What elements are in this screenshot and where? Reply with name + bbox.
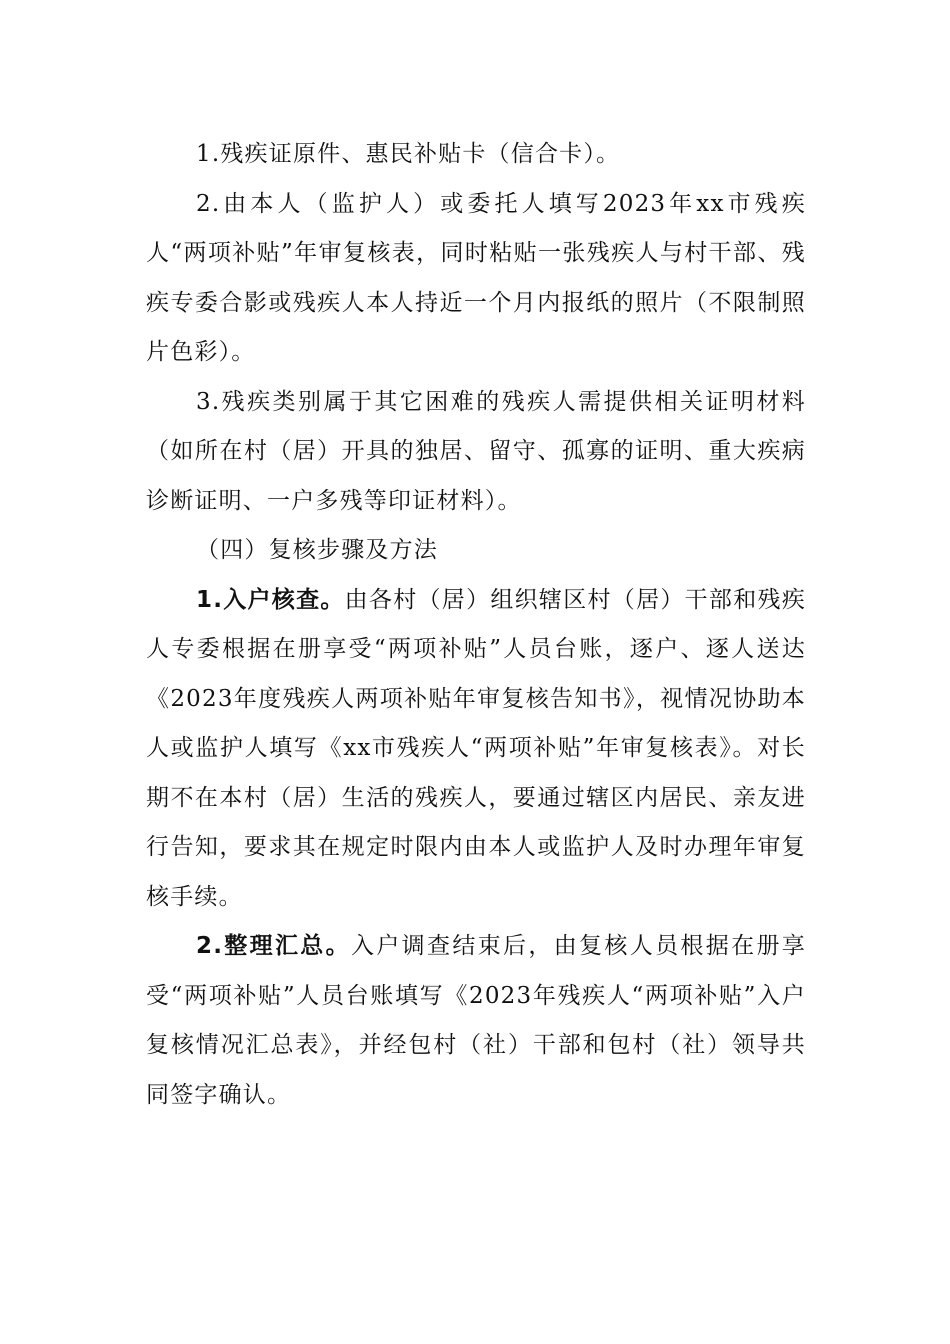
paragraph-step-1 [146,576,806,923]
document-body [146,130,806,1120]
section-heading [146,526,806,576]
step-lead: 2.整理汇总。 [196,933,351,959]
paragraph-item-2 [146,180,806,378]
step-lead: 1.入户核查。 [196,586,345,613]
paragraph-text: 3.残疾类别属于其它困难的残疾人需提供相关证明材料（如所在村（居）开具的独居、留守、孤寡的证明、重大疾病诊断证明、一户多残等印证材料）。 [146,388,806,514]
paragraph-text: 1.残疾证原件、惠民补贴卡（信合卡）。 [196,141,621,167]
paragraph-step-2 [146,922,806,1120]
paragraph-text: 由各村（居）组织辖区村（居）干部和残疾人专委根据在册享受“两项补贴”人员台账，逐户、逐人送达《2023年度残疾人两项补贴年审复核告知书》，视情况协助本人或监护人填写《xx市残疾人“两项补贴”年审复核表》。对长期不在本村（居）生活的残疾人，要通过辖区内居民、亲友进行告知，要求其在规定时限内由本人或监护人及时办理年审复核手续。 [146,586,806,910]
paragraph-text: 入户调查结束后，由复核人员根据在册享受“两项补贴”人员台账填写《2023年残疾人“两项补贴”入户复核情况汇总表》，并经包村（社）干部和包村（社）领导共同签字确认。 [146,933,806,1108]
paragraph-text: 2.由本人（监护人）或委托人填写2023年xx市残疾人“两项补贴”年审复核表，同时粘贴一张残疾人与村干部、残疾专委合影或残疾人本人持近一个月内报纸的照片（不限制照片色彩）。 [146,190,806,365]
paragraph-item-3 [146,378,806,527]
paragraph-item-1 [146,130,806,180]
section-heading-text: （四）复核步骤及方法 [196,537,438,563]
